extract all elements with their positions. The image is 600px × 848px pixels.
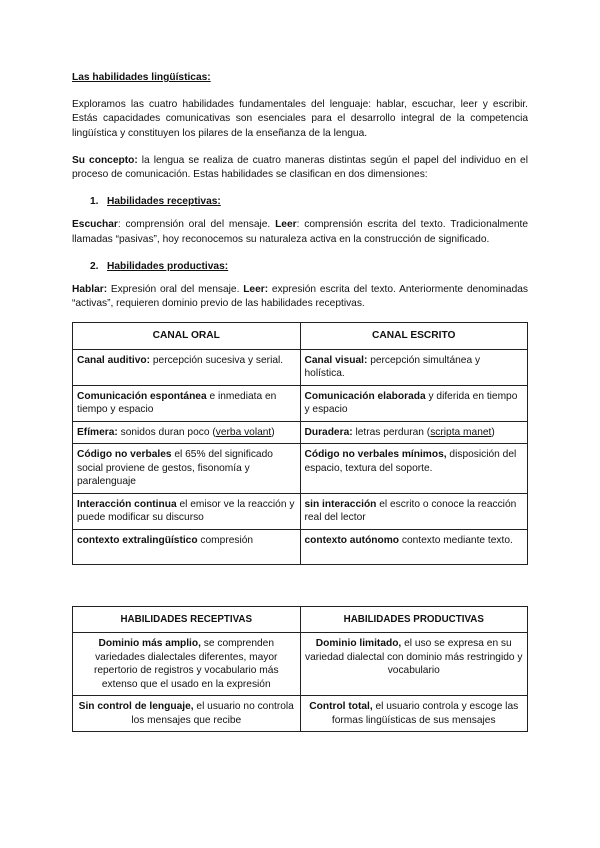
table-cell [300, 696, 528, 732]
cell-term: contexto extralingüístico [77, 534, 198, 546]
table-row [73, 421, 528, 444]
cell-text: percepción sucesiva y serial. [150, 354, 284, 366]
cell-term: Sin control de lenguaje, [78, 701, 194, 713]
intro-paragraph: Exploramos las cuatro habilidades fundamentales del lenguaje: hablar, escuchar, leer y escribir. Estás capacidades comunicativas son esenciales para el desarrollo integral de la competencia lingüística y constituyen los pilares de la enseñanza de la lengua. [72, 99, 528, 139]
cell-term: Comunicación espontánea [77, 390, 207, 402]
cell-text: disposición del espacio, textura del soporte. [304, 449, 517, 474]
cell-text: contexto mediante texto. [399, 534, 513, 546]
column-header: CANAL ORAL [73, 323, 301, 350]
table-cell [300, 633, 528, 696]
skills-comparison-table [72, 606, 528, 733]
table-row [73, 696, 528, 732]
cell-text: el uso se expresa en su variedad dialectal con dominio más restringido y vocabulario [305, 638, 523, 677]
table-cell [73, 633, 301, 696]
table-cell [300, 385, 528, 421]
cell-text: el 65% del significado social proviene de gestos, fisonomía y paralenguaje [77, 449, 273, 488]
cell-term: Dominio más amplio, [98, 638, 201, 650]
cell-text: percepción simultánea y holística. [304, 354, 481, 380]
cell-term: Duradera: [304, 426, 353, 438]
column-header: CANAL ESCRITO [300, 323, 528, 350]
term-description: Expresión oral del mensaje. [107, 284, 244, 296]
table-header-row [73, 606, 528, 633]
table-cell [300, 349, 528, 385]
cell-text: sonidos duran poco ( [117, 426, 216, 438]
section-heading-productive [90, 260, 528, 274]
table-cell [300, 421, 528, 444]
table-header-row [73, 323, 528, 350]
section-heading-receptive [90, 195, 528, 209]
table-cell [73, 385, 301, 421]
cell-text: el usuario controla y escoge las formas lingüísticas de sus mensajes [331, 701, 519, 726]
cell-term: Interacción continua [77, 498, 177, 510]
table-row [73, 349, 528, 385]
document-title: Las habilidades lingüísticas: [72, 72, 211, 83]
term-leer: Leer: [243, 284, 269, 296]
table-row [73, 444, 528, 494]
cell-text: el escrito o conoce la reacción real del lector [304, 498, 517, 524]
table-cell [73, 421, 301, 444]
table-cell [300, 493, 528, 529]
table-row [73, 385, 528, 421]
cell-term: Código no verbales [77, 449, 172, 461]
cell-text: el usuario no controla los mensajes que recibe [131, 701, 294, 726]
cell-text: ) [491, 426, 495, 438]
table-cell [73, 444, 301, 494]
channel-comparison-table [72, 322, 528, 565]
latin-phrase: scripta manet [430, 426, 492, 438]
concept-text: la lengua se realiza de cuatro maneras distintas según el papel del individuo en el proceso de comunicación. Estas habilidades se clasifican en dos dimensiones: [72, 154, 528, 181]
section-title: Habilidades productivas: [107, 260, 229, 272]
document-page [72, 71, 528, 732]
cell-term: sin interacción [304, 498, 377, 510]
cell-text: se comprenden variedades dialectales diferentes, mayor repertorio de registros y vocabulario más extenso que el usado en la expresión [93, 638, 279, 690]
term-description: expresión escrita del texto. Anteriormente denominadas “activas”, requieren dominio previo de las habilidades receptivas. [72, 284, 529, 310]
table-row [73, 633, 528, 696]
table-cell [73, 529, 301, 564]
cell-term: Código no verbales mínimos, [304, 449, 447, 461]
cell-text: e inmediata en tiempo y espacio [77, 390, 277, 416]
column-header: HABILIDADES PRODUCTIVAS [300, 606, 528, 633]
cell-term: Comunicación elaborada [304, 390, 426, 402]
cell-text: y diferida en tiempo y espacio [304, 390, 518, 416]
concept-label: Su concepto: [72, 154, 138, 166]
section-number: 2. [90, 260, 99, 272]
cell-term: Control total, [309, 701, 373, 713]
latin-phrase: verba volant [215, 426, 272, 438]
cell-term: Efímera: [77, 426, 118, 438]
table-cell [73, 696, 301, 732]
term-hablar: Hablar: [72, 284, 108, 296]
concept-paragraph [72, 154, 528, 182]
table-cell [300, 444, 528, 494]
cell-text: ) [271, 426, 275, 438]
column-header: HABILIDADES RECEPTIVAS [73, 606, 301, 633]
table-row [73, 529, 528, 564]
term-description: : comprensión escrita del texto. Tradicionalmente llamadas “pasivas”, hoy reconocemos su naturaleza activa en la construcción de significado. [72, 219, 528, 245]
cell-term: Dominio limitado, [315, 638, 402, 650]
cell-text: letras perduran ( [352, 426, 431, 438]
cell-term: contexto autónomo [304, 534, 400, 546]
table-cell [73, 349, 301, 385]
term-escuchar: Escuchar [72, 219, 118, 231]
cell-term: Canal auditivo: [77, 354, 151, 366]
table-row [73, 493, 528, 529]
productive-paragraph [72, 283, 528, 311]
cell-text: el emisor ve la reacción y puede modificar su discurso [77, 498, 295, 524]
cell-text: compresión [197, 534, 254, 546]
term-description: : comprensión oral del mensaje. [117, 219, 276, 231]
table-cell [300, 529, 528, 564]
cell-term: Canal visual: [304, 354, 368, 366]
receptive-paragraph [72, 218, 528, 246]
section-title: Habilidades receptivas: [107, 196, 221, 208]
term-leer: Leer [275, 219, 297, 231]
table-cell [73, 493, 301, 529]
section-number: 1. [90, 196, 99, 208]
